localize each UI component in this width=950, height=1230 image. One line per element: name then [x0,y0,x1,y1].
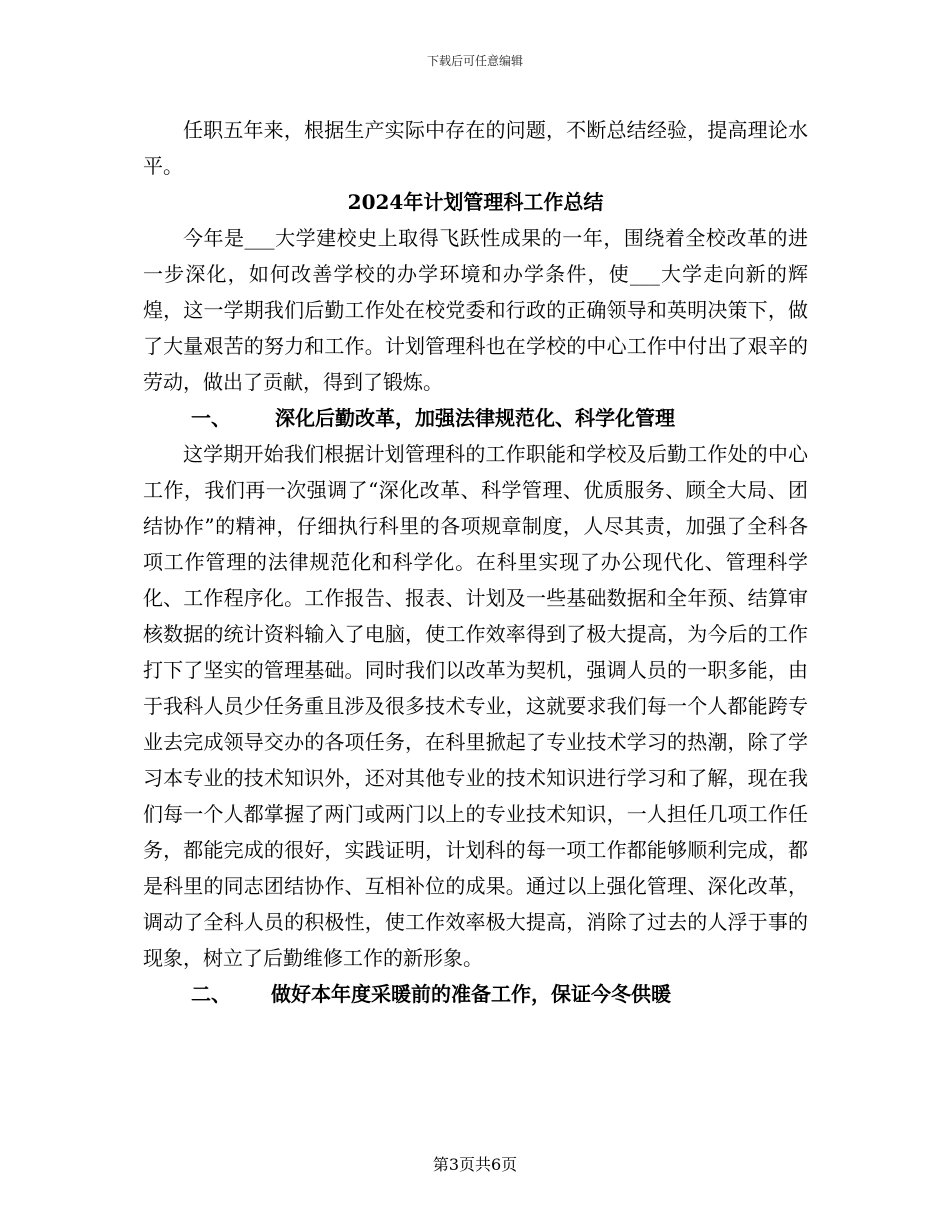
section-title-1: 深化后勤改革，加强法律规范化、科学化管理 [275,406,675,430]
section-number-1: 一、 [191,406,231,430]
intro-paragraph: 任职五年来，根据生产实际中存在的问题，不断总结经验，提高理论水平。 [143,118,808,178]
section-heading-1 [143,400,808,436]
section-body-1: 这学期开始我们根据计划管理科的工作职能和学校及后勤工作处的中心工作，我们再一次强调了“深化改革、科学管理、优质服务、顾全大局、团结协作”的精神，仔细执行科里的各项规章制度，人尽其责，加强了全科各项工作管理的法律规范化和科学化。在科里实现了办公现代化、管理科学化、工作程序化。工作报告、报表、计划及一些基础数据和全年预、结算审核数据的统计资料输入了电脑，使工作效率得到了极大提高，为今后的工作打下了坚实的管理基础。同时我们以改革为契机，强调人员的一职多能，由于我科人员少任务重且涉及很多技术专业，这就要求我们每一个人都能跨专业去完成领导交办的各项任务，在科里掀起了专业技术学习的热潮，除了学习本专业的技术知识外，还对其他专业的技术知识进行学习和了解，现在我们每一个人都掌握了两门或两门以上的专业技术知识，一人担任几项工作任务，都能完成的很好，实践证明，计划科的每一项工作都能够顺利完成，都是科里的同志团结协作、互相补位的成果。通过以上强化管理、深化改革，调动了全科人员的积极性，使工作效率极大提高，消除了过去的人浮于事的现象，树立了后勤维修工作的新形象。 [143,442,808,970]
page-header-note: 下载后可任意编辑 [426,54,523,68]
section-heading-2 [143,976,808,1012]
section-number-2: 二、 [191,982,231,1006]
document-body [143,112,808,1012]
page-number: 第3页共6页 [432,1155,518,1174]
document-title: 2024年计划管理科工作总结 [347,190,604,214]
opening-paragraph: 今年是___大学建校史上取得飞跃性成果的一年，围绕着全校改革的进一步深化，如何改善学校的办学环境和办学条件，使___大学走向新的辉煌，这一学期我们后勤工作处在校党委和行政的正确领导和英明决策下，做了大量艰苦的努力和工作。计划管理科也在学校的中心工作中付出了艰辛的劳动，做出了贡献，得到了锻炼。 [143,226,808,394]
section-title-2: 做好本年度采暖前的准备工作，保证今冬供暖 [271,982,671,1006]
